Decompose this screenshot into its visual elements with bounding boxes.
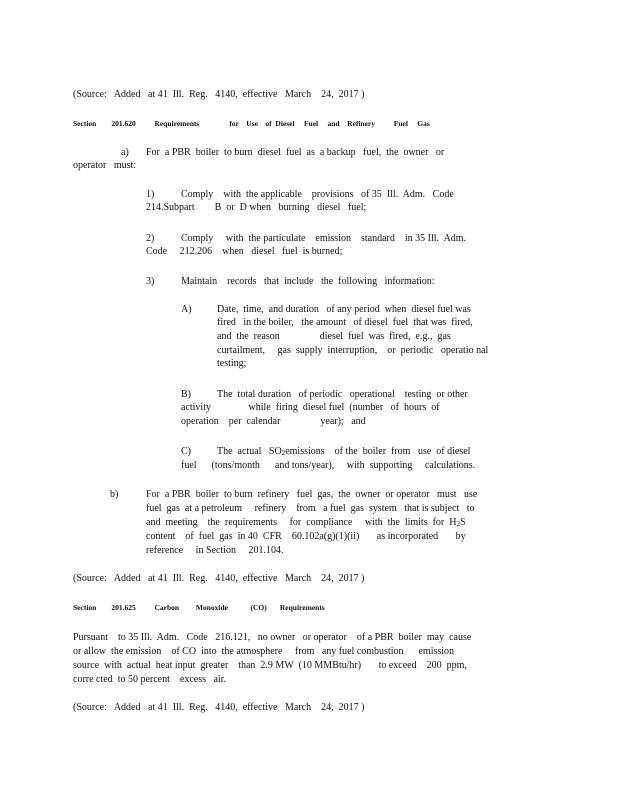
subsection-a-line-1: For a PBR boiler to burn diesel fuel as a backup fuel, the owner or [146, 147, 445, 158]
item-B-label: B) [181, 389, 191, 400]
subsection-b-line-3: and meeting the requirements for compliance with the limits for $H_2S$ [146, 517, 466, 528]
section-201-620-heading: Section 201.620 Requirements for Use of Diesel Fuel and Refinery Fuel Gas [73, 119, 430, 128]
item-A-line-3: and the reason diesel fuel was fired, e.g., gas [217, 331, 451, 342]
item-B-line-1: The total duration of periodic operational testing or other [217, 389, 468, 400]
source-note-1: (Source: Added at 41 Ill. Reg. 4140, effective March 24, 2017 ) [73, 89, 365, 100]
subsection-b-line-1: For a PBR boiler to burn refinery fuel gas, the owner or operator must use [146, 489, 478, 500]
item-C-line-2: fuel (tons/month and tons/year), with supporting calculations. [181, 460, 476, 471]
item-C-line-1: The actual $SO_2emissions$ of the boiler from use of diesel [217, 446, 471, 457]
subsection-a-label: a) [121, 147, 129, 158]
item-A-line-4: curtailment, gas supply interruption, or periodic operatio nal [217, 345, 489, 356]
item-2-label: 2) [146, 233, 155, 244]
item-3-label: 3) [146, 276, 155, 287]
subsection-b-label: b) [110, 489, 119, 500]
subsection-b-line-4: content of fuel gas in 40 CFR 60.102a(g)(1)(ii) as incorporated by [146, 531, 466, 542]
item-3-line-1: Maintain records that include the following information: [181, 276, 435, 287]
item-A-label: A) [181, 304, 192, 315]
section-201-625-heading: Section 201.625 Carbon Monoxide (CO) Requirements [73, 603, 325, 612]
paragraph-line-4: corre cted to 50 percent excess air. [73, 674, 226, 685]
item-2-line-2: Code 212.206 when diesel fuel is burned; [146, 246, 343, 257]
item-C-label: C) [181, 446, 191, 457]
subsection-b-line-2: fuel gas at a petroleum refinery from a fuel gas system that is subject to [146, 503, 475, 514]
source-note-2: (Source: Added at 41 Ill. Reg. 4140, effective March 24, 2017 ) [73, 573, 365, 584]
source-note-3: (Source: Added at 41 Ill. Reg. 4140, effective March 24, 2017 ) [73, 702, 365, 713]
item-A-line-1: Date, time, and duration of any period when diesel fuel was [217, 304, 471, 315]
item-A-line-5: testing; [217, 358, 247, 369]
subsection-b-line-5: reference in Section 201.104. [146, 545, 284, 556]
paragraph-line-1: Pursuant to 35 Ill. Adm. Code 216.121, no owner or operator of a PBR boiler may cause [73, 632, 472, 643]
item-1-line-1: Comply with the applicable provisions of 35 Ill. Adm. Code [181, 189, 454, 200]
item-1-label: 1) [146, 189, 155, 200]
item-B-line-2: activity while firing diesel fuel (number of hours of [181, 402, 440, 413]
item-A-line-2: fired in the boiler, the amount of diesel fuel that was fired, [217, 317, 473, 328]
item-B-line-3: operation per calendar year); and [181, 416, 366, 427]
paragraph-line-2: or allow the emission of CO into the atmosphere from any fuel combustion emission [73, 646, 455, 657]
paragraph-line-3: source with actual heat input greater than 2.9 MW (10 MMBtu/hr) to exceed 200 ppm, [73, 660, 467, 671]
item-1-line-2: 214.Subpart B or D when burning diesel fuel; [146, 202, 367, 213]
subsection-a-line-2: operator must: [73, 160, 137, 171]
item-2-line-1: Comply with the particulate emission standard in 35 Ill. Adm. [181, 233, 466, 244]
